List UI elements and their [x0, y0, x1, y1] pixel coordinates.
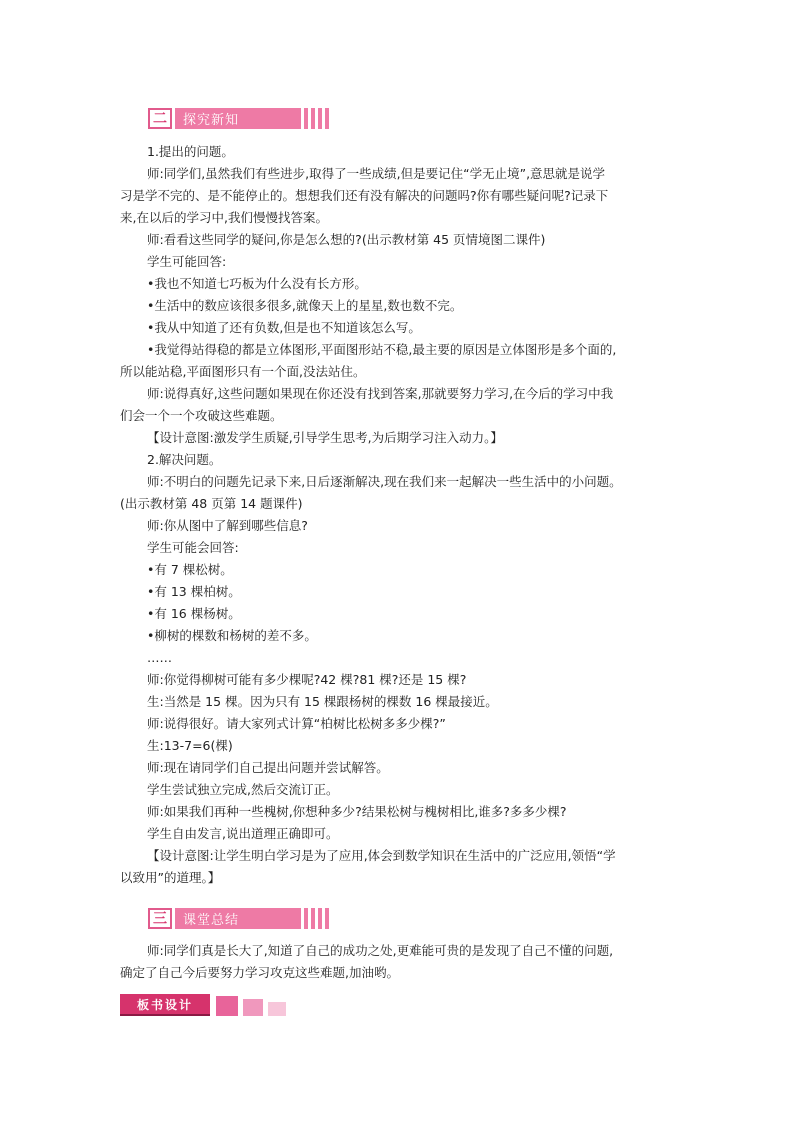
list-item: •我觉得站得稳的都是立体图形,平面图形站不稳,最主要的原因是立体图形是多个面的,: [147, 342, 617, 357]
decor-square: [268, 1002, 286, 1016]
list-item: •我从中知道了还有负数,但是也不知道该怎么写。: [147, 320, 421, 335]
header-stripe: [318, 908, 322, 929]
paragraph-line: 2.解决问题。: [147, 452, 222, 467]
section-title-bar: [175, 908, 301, 929]
list-item: •有 13 棵柏树。: [147, 584, 241, 599]
header-stripe: [325, 908, 329, 929]
paragraph-line: 所以能站稳,平面图形只有一个面,没法站住。: [120, 364, 366, 379]
paragraph-line: 习是学不完的、是不能停止的。想想我们还有没有解决的问题吗?你有哪些疑问呢?记录下: [120, 188, 609, 203]
paragraph-line: 师:说得真好,这些问题如果现在你还没有找到答案,那就要努力学习,在今后的学习中我: [147, 386, 614, 401]
decor-square: [216, 996, 238, 1016]
paragraph-line: 学生尝试独立完成,然后交流订正。: [147, 782, 339, 797]
paragraph-line: 确定了自己今后要努力学习攻克这些难题,加油哟。: [120, 965, 399, 980]
list-item: •有 7 棵松树。: [147, 562, 233, 577]
decor-square: [243, 999, 263, 1016]
board-design-label: 板书设计: [120, 994, 210, 1016]
list-item: •我也不知道七巧板为什么没有长方形。: [147, 276, 367, 291]
paragraph-line: 师:看看这些同学的疑问,你是怎么想的?(出示教材第 45 页情境图二课件): [147, 232, 546, 247]
header-stripe: [304, 108, 308, 129]
section-number: 二: [153, 110, 167, 127]
section-number-box: [148, 908, 172, 929]
list-item: •柳树的棵数和杨树的差不多。: [147, 628, 317, 643]
design-intent-note: 【设计意图:激发学生质疑,引导学生思考,为后期学习注入动力。】: [147, 430, 503, 445]
paragraph-line: 师:同学们,虽然我们有些进步,取得了一些成绩,但是要记住“学无止境”,意思就是说学: [147, 166, 606, 181]
section-number-box: [148, 108, 172, 129]
paragraph-line: 学生可能会回答:: [147, 540, 239, 555]
paragraph-line: 师:你从图中了解到哪些信息?: [147, 518, 308, 533]
design-intent-note: 【设计意图:让学生明白学习是为了应用,体会到数学知识在生活中的广泛应用,领悟“学: [147, 848, 616, 863]
paragraph-line: 师:现在请同学们自己提出问题并尝试解答。: [147, 760, 389, 775]
paragraph-line: 1.提出的问题。: [147, 144, 234, 159]
ellipsis-line: ……: [147, 650, 172, 665]
section-header-summary: [148, 908, 334, 929]
header-stripe: [311, 908, 315, 929]
section-title-bar: [175, 108, 301, 129]
section-header-explore: [148, 108, 334, 129]
header-stripe: [304, 908, 308, 929]
list-item: •有 16 棵杨树。: [147, 606, 241, 621]
paragraph-line: 生:当然是 15 棵。因为只有 15 棵跟杨树的棵数 16 棵最接近。: [147, 694, 498, 709]
paragraph-line: 师:如果我们再种一些槐树,你想种多少?结果松树与槐树相比,谁多?多多少棵?: [147, 804, 567, 819]
header-stripe: [318, 108, 322, 129]
paragraph-line: 师:你觉得柳树可能有多少棵呢?42 棵?81 棵?还是 15 棵?: [147, 672, 467, 687]
design-intent-note: 以致用”的道理。】: [120, 870, 221, 885]
paragraph-line: 学生可能回答:: [147, 254, 227, 269]
paragraph-line: 们会一个一个攻破这些难题。: [120, 408, 283, 423]
paragraph-line: 生:13-7=6(棵): [147, 738, 233, 753]
paragraph-line: 来,在以后的学习中,我们慢慢找答案。: [120, 210, 328, 225]
section-title: 探究新知: [183, 113, 240, 128]
paragraph-line: 师:不明白的问题先记录下来,日后逐渐解决,现在我们来一起解决一些生活中的小问题。: [147, 474, 622, 489]
header-stripe: [311, 108, 315, 129]
paragraph-line: (出示教材第 48 页第 14 题课件): [120, 496, 303, 511]
section-body-summary: [120, 940, 680, 984]
section-number: 三: [153, 910, 167, 927]
paragraph-line: 师:说得很好。请大家列式计算“柏树比松树多多少棵?”: [147, 716, 446, 731]
section-body-explore: [120, 141, 680, 889]
board-design-header: [120, 994, 286, 1016]
section-title: 课堂总结: [183, 913, 240, 928]
list-item: •生活中的数应该很多很多,就像天上的星星,数也数不完。: [147, 298, 463, 313]
paragraph-line: 师:同学们真是长大了,知道了自己的成功之处,更难能可贵的是发现了自己不懂的问题,: [147, 943, 614, 958]
paragraph-line: 学生自由发言,说出道理正确即可。: [147, 826, 339, 841]
header-stripe: [325, 108, 329, 129]
